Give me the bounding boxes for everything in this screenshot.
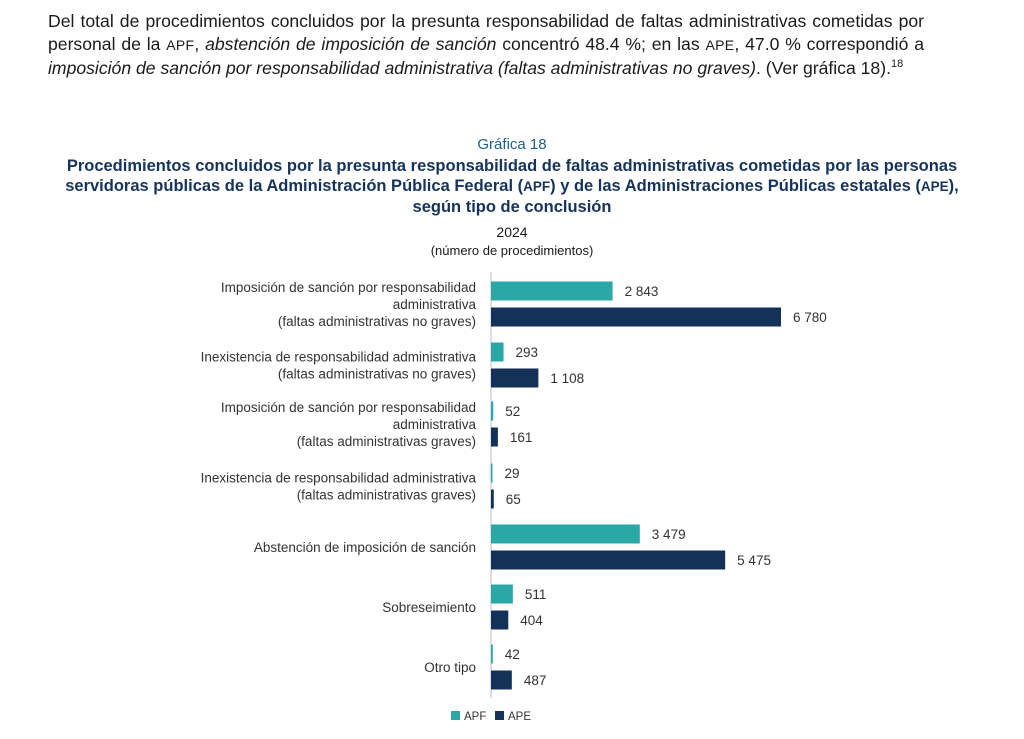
data-label: 65 xyxy=(505,492,521,507)
intro-paragraph: Del total de procedimientos concluidos por la presunta responsabilidad de faltas administrativas cometidas por personal de la APF, abstención de imposición de sanción concentró 48.4 %; en las APE, 47.0 % correspondió a imposición de sanción por responsabilidad administrativa (faltas administrativas no graves). (Ver gráfica 18).$^{18}$ xyxy=(48,11,924,78)
bar-apf xyxy=(491,343,504,362)
bar-ape xyxy=(491,490,494,509)
chart-title: Procedimientos concluidos por la presunta responsabilidad de faltas administrativas cometidas por las personas servidoras públicas de la Administración Pública Federal (APF) y de las Administraciones Públicas estatales (APE), según tipo de conclusión xyxy=(65,157,959,216)
bar-ape xyxy=(491,308,781,327)
bar-apf xyxy=(491,402,493,421)
category-label: Imposición de sanción por responsabilidad administrativa (faltas administrativas no graves) xyxy=(220,280,476,329)
legend-label: APF xyxy=(464,711,487,723)
category-label: Otro tipo xyxy=(424,660,476,675)
data-label: 29 xyxy=(504,466,520,481)
footnote-marker: 18 xyxy=(890,58,904,71)
legend-swatch-apf xyxy=(451,711,460,720)
bar-ape xyxy=(491,671,512,690)
bar-ape xyxy=(491,428,498,447)
chart-year: 2024 xyxy=(496,224,528,240)
data-label: 487 xyxy=(523,673,547,688)
data-label: 5 475 xyxy=(737,553,771,568)
bar-ape xyxy=(491,369,538,388)
category-label: Imposición de sanción por responsabilidad administrativa (faltas administrativas graves) xyxy=(220,400,476,449)
bar-ape xyxy=(491,551,725,570)
bar-ape xyxy=(491,611,508,630)
bar-apf xyxy=(491,464,493,483)
bar-apf xyxy=(491,585,513,604)
category-label: Abstención de imposición de sanción xyxy=(253,540,476,555)
data-label: 511 xyxy=(524,587,547,602)
bar-apf xyxy=(491,645,493,664)
data-label: 2 843 xyxy=(624,284,659,299)
category-label: Sobreseimiento xyxy=(382,600,476,615)
chart-number: Gráfica 18 xyxy=(477,136,547,153)
legend-swatch-ape xyxy=(495,711,504,720)
legend-label: APE xyxy=(508,711,532,723)
data-label: 6 780 xyxy=(793,310,827,325)
bar-apf xyxy=(491,525,640,544)
category-label: Inexistencia de responsabilidad administrativa (faltas administrativas no graves) xyxy=(200,349,476,382)
data-label: 1 108 xyxy=(550,371,585,386)
data-label: 293 xyxy=(515,345,539,360)
data-label: 42 xyxy=(504,647,520,662)
chart-unit: (número de procedimientos) xyxy=(430,243,594,258)
data-label: 3 479 xyxy=(651,527,686,542)
data-label: 52 xyxy=(505,404,521,419)
data-label: 161 xyxy=(509,430,533,445)
bar-apf xyxy=(491,282,613,301)
data-label: 404 xyxy=(520,613,543,628)
category-label: Inexistencia de responsabilidad administrativa (faltas administrativas graves) xyxy=(200,470,476,503)
